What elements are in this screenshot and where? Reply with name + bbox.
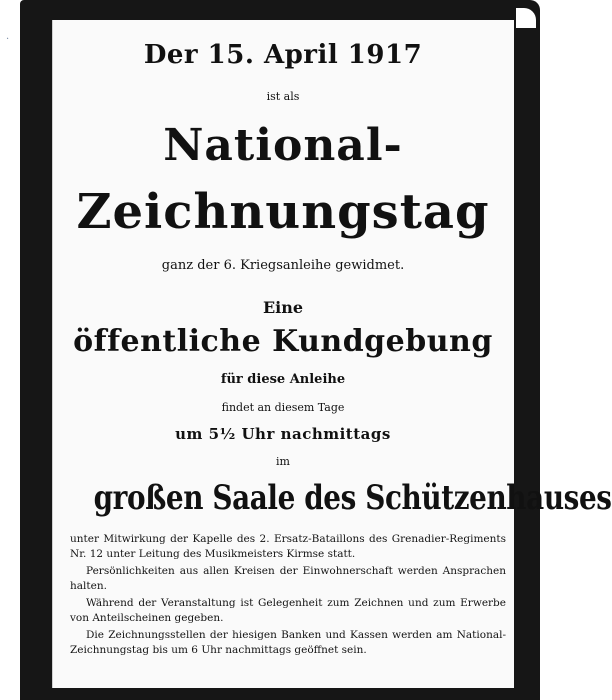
paragraph-speeches: Persönlichkeiten aus allen Kreisen der Einwohnerschaft werden Ansprachen halten. — [70, 565, 506, 592]
dedication-text: ganz der 6. Kriegsanleihe gewidmet. — [161, 258, 405, 273]
eine-text: Eine — [262, 298, 304, 317]
venue-heading: großen Saale des Schützenhauses — [93, 478, 612, 518]
paragraph-subscription: Während der Veranstaltung ist Gelegenheit zum Zeichnen und zum Erwerbe von Anteilscheinen gegeben. — [70, 597, 506, 624]
kundgebung-heading: öffentliche Kundgebung — [73, 324, 493, 359]
headline-national: National- — [163, 120, 403, 171]
event-time: um 5½ Uhr nachmittags — [175, 425, 391, 443]
im-text: im — [276, 455, 290, 468]
poster-title: Der 15. April 1917 — [143, 40, 423, 70]
paragraph-banks: Die Zeichnungsstellen der hiesigen Banken und Kassen werden am National-Zeichnungstag bis um 6 Uhr nachmittags geöffnet sein. — [70, 629, 506, 656]
anleihe-text: für diese Anleihe — [220, 372, 346, 387]
intro-text: ist als — [266, 90, 300, 103]
headline-zeichnungstag: Zeichnungstag — [76, 184, 490, 240]
paragraph-music: unter Mitwirkung der Kapelle des 2. Ersatz-Bataillons des Grenadier-Regiments Nr. 12 unter Leitung des Musikmeisters Kirmse statt. — [70, 533, 506, 560]
findet-text: findet an diesem Tage — [221, 401, 345, 414]
stray-mark: · — [6, 34, 10, 45]
